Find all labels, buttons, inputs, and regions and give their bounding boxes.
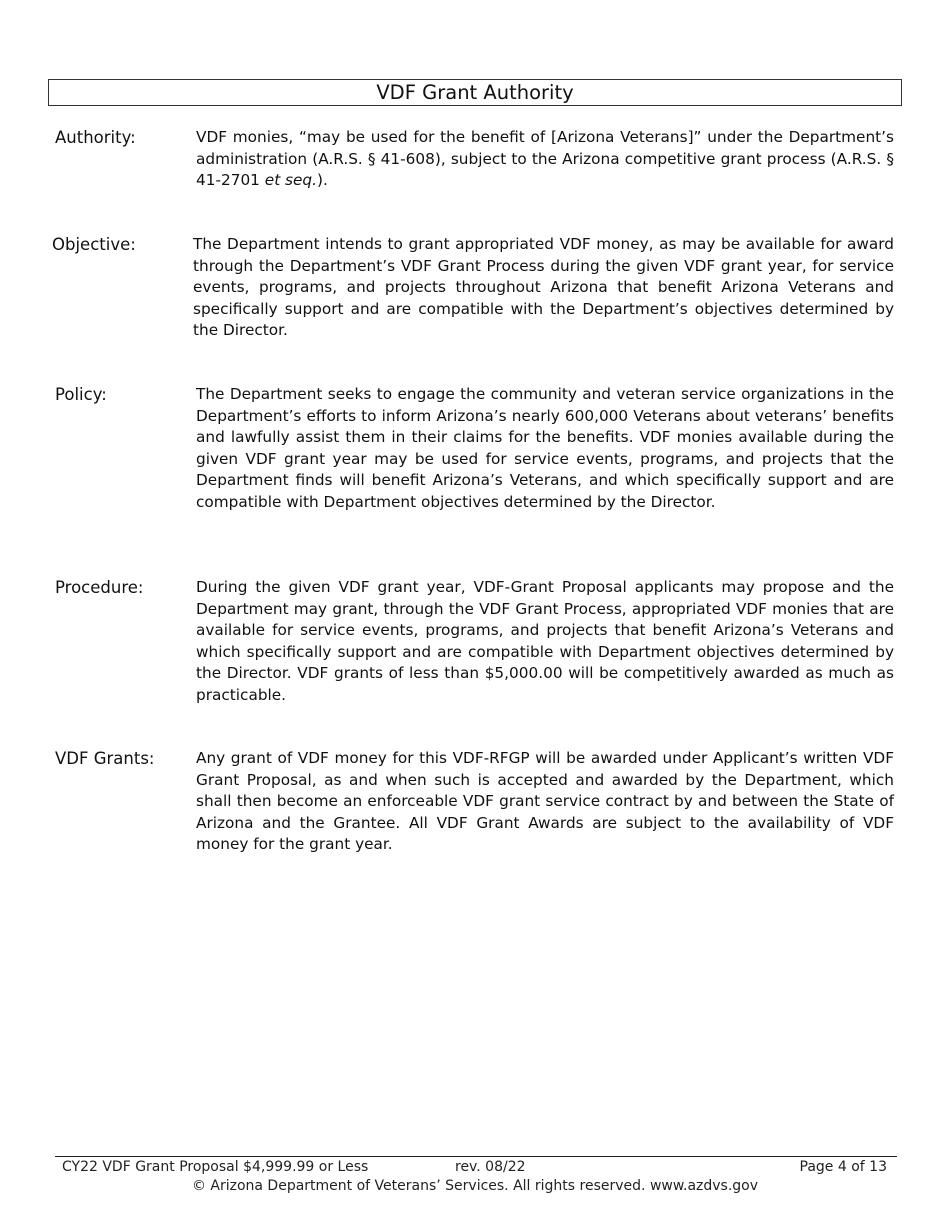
footer-document-name: CY22 VDF Grant Proposal $4,999.99 or Less — [62, 1159, 369, 1175]
footer-divider — [55, 1156, 897, 1157]
footer-page-number: Page 4 of 13 — [799, 1159, 887, 1175]
section-label-procedure: Procedure: — [55, 578, 144, 597]
authority-text-emphasis: et seq. — [264, 171, 318, 189]
footer-revision: rev. 08/22 — [455, 1159, 526, 1175]
section-label-vdf-grants: VDF Grants: — [55, 749, 155, 768]
authority-text-part-2: ). — [317, 171, 328, 189]
section-label-policy: Policy: — [55, 385, 107, 404]
authority-text-part-1: VDF monies, “may be used for the benefit of [Arizona Veterans]” under the Department’s administration (A.R.S. § 41-608), subject to the Arizona competitive grant process (A.R.S. § 41-2701 — [196, 128, 894, 189]
section-text-authority — [196, 127, 894, 192]
section-text-objective: The Department intends to grant appropriated VDF money, as may be available for award through the Department’s VDF Grant Process during the given VDF grant year, for service events, programs, and projects throughout Arizona that benefit Arizona Veterans and specifically support and are compatible with the Department’s objectives determined by the Director. — [193, 235, 894, 339]
section-label-authority: Authority: — [55, 128, 136, 147]
page-title: VDF Grant Authority — [48, 79, 902, 106]
section-label-objective: Objective: — [52, 235, 136, 254]
footer-copyright: © Arizona Department of Veterans’ Services. All rights reserved. www.azdvs.gov — [191, 1178, 759, 1194]
section-text-policy: The Department seeks to engage the community and veteran service organizations in the Department’s efforts to inform Arizona’s nearly 600,000 Veterans about veterans’ benefits and lawfully assist them in their claims for the benefits. VDF monies available during the given VDF grant year may be used for service events, programs, and projects that the Department finds will benefit Arizona’s Veterans, and which specifically support and are compatible with Department objectives determined by the Director. — [196, 385, 894, 511]
section-text-vdf-grants: Any grant of VDF money for this VDF-RFGP will be awarded under Applicant’s written VDF Grant Proposal, as and when such is accepted and awarded by the Department, which shall then become an enforceable VDF grant service contract by and between the State of Arizona and the Grantee. All VDF Grant Awards are subject to the availability of VDF money for the grant year. — [196, 749, 894, 853]
section-text-procedure: During the given VDF grant year, VDF-Grant Proposal applicants may propose and the Department may grant, through the VDF Grant Process, appropriated VDF monies that are available for service events, programs, and projects that benefit Arizona’s Veterans and which specifically support and are compatible with Department objectives determined by the Director. VDF grants of less than $5,000.00 will be competitively awarded as much as practicable. — [196, 578, 894, 704]
